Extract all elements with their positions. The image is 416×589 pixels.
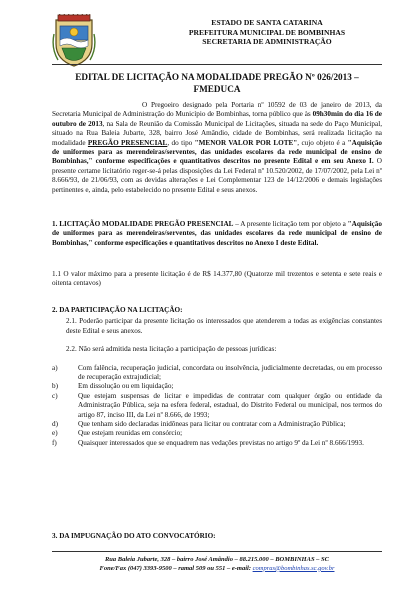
intro-object: "Aquisição de uniformes para as merendeiras/serventes, das unidades escolares da rede municipal de ensino de Bombinhas," conforme especificações e quantitativos descritos no presente Edital e em seu Anexo I. [52, 138, 383, 166]
section-3 [52, 532, 382, 541]
section-1 [52, 220, 382, 248]
intro-text-2: , na Sala de Reunião da Comissão Municipal de Licitações, situada na sede do Paço Municipal, situado na Rua Baleia Jubarte, 328, bairro José Amândio, cidade de Bombinhas, será realizada licitação na modalidade [52, 119, 382, 147]
document-title [52, 71, 382, 95]
intro-text-3: , do tipo [167, 138, 195, 147]
header-state: ESTADO DE SANTA CATARINA [211, 18, 323, 27]
section-1-heading: 1. LICITAÇÃO MODALIDADE PREGÃO PRESENCIAL [52, 220, 234, 228]
list-item: e) Que estejam reunidas em consórcio; [52, 429, 183, 438]
list-item: d) Que tenham sido declaradas inidôneas para licitar ou contratar com a Administração Pública; [52, 420, 346, 429]
list-item: f) Quaisquer interessados que se enquadrem nas vedações previstas no artigo 9º da Lei nº 8.666/1993. [52, 438, 364, 447]
section-2 [52, 306, 382, 448]
list-item: b) Em dissolução ou em liquidação; [52, 382, 174, 391]
municipal-coat-of-arms-icon [52, 14, 96, 68]
section-2-1: 2.1. Poderão participar da presente licitação os interessados que atenderem a todas as exigências constantes deste Edital e seus anexos. [66, 317, 382, 335]
section-1-object: "Aquisição de uniformes para as merendeiras/serventes, das unidades escolares da rede municipal de ensino de Bombinhas," conforme especificações e quantitativos descritos no Anexo I deste Edital. [52, 220, 382, 247]
footer-divider [52, 551, 382, 552]
section-1-text: – A presente licitação tem por objeto a [233, 220, 348, 228]
header-divider [52, 64, 382, 65]
section-1-1 [52, 270, 382, 289]
footer-email-link[interactable]: compras@bombinhas.sc.gov.br [252, 564, 335, 572]
header-prefecture: PREFEITURA MUNICIPAL DE BOMBINHAS [188, 27, 346, 37]
intro-modality: PREGÃO PRESENCIAL [87, 138, 168, 147]
letterhead [52, 14, 382, 70]
header-secretariat: SECRETARIA DE ADMINISTRAÇÃO [202, 37, 332, 47]
intro-text-4: , cujo objeto é a [297, 138, 348, 147]
section-3-heading: 3. DA IMPUGNAÇÃO DO ATO CONVOCATÓRIO: [52, 532, 216, 540]
footer-phone: Fone/Fax (047) 3393-9500 – ramal 509 ou 551 – e-mail: [99, 564, 253, 572]
section-2-heading: 2. DA PARTICIPAÇÃO NA LICITAÇÃO: [52, 306, 183, 314]
list-item: a) Com falência, recuperação judicial, concordata ou insolvência, judicialmente decretadas, ou em processo de recuperação extrajudicial; [52, 363, 382, 382]
intro-text-1: O Pregoeiro designado pela Portaria nº 10592 de 03 de janeiro de 2013, da Secretaria Municipal de Administração do Município de Bombinhas, torna público que às [52, 101, 382, 119]
footer [52, 556, 382, 573]
intro-date: 09h30min do dia 16 de outubro de 2013 [52, 110, 382, 128]
intro-type: "MENOR VALOR POR LOTE" [194, 138, 298, 147]
letterhead-text [152, 18, 382, 47]
footer-address: Rua Baleia Jubarte, 328 – bairro José Amândio – 88.215.000 – BOMBINHAS – SC [104, 556, 330, 563]
restriction-list [52, 364, 382, 449]
section-2-2: 2.2. Não será admitida nesta licitação a participação de pessoas jurídicas: [66, 345, 277, 354]
intro-paragraph [52, 101, 382, 195]
title-line-2: FMEDUCA [193, 84, 241, 94]
list-item: c) Que estejam suspensas de licitar e impedidas de contratar com qualquer órgão ou entidade da Administração Pública, seja na esfera federal, estadual, do Distrito Federal ou municipal, nos termos do artigo 87, inciso III, da Lei nº 8.666, de 1993; [52, 391, 382, 419]
max-value-text: 1.1 O valor máximo para a presente licitação é de R$ 14.377,80 (Quatorze mil trezentos e setenta e sete reais e oitenta centavos) [52, 270, 382, 288]
footer-contact [52, 565, 382, 574]
title-line-1: EDITAL DE LICITAÇÃO NA MODALIDADE PREGÃO Nº 026/2013 – [75, 72, 359, 82]
intro-text-5: O presente certame licitatório reger-se-á pelas disposições da Lei Federal nº 10.520/2002, de 17/07/2002, pela Lei nº 8.666/93, de 21/06/93, com as devidas alterações e Lei Complementar 123 de 14/12/2006 e demais legislações pertinentes e, ainda, pelo estabelecido no presente Edital e seus anexos. [52, 157, 382, 194]
